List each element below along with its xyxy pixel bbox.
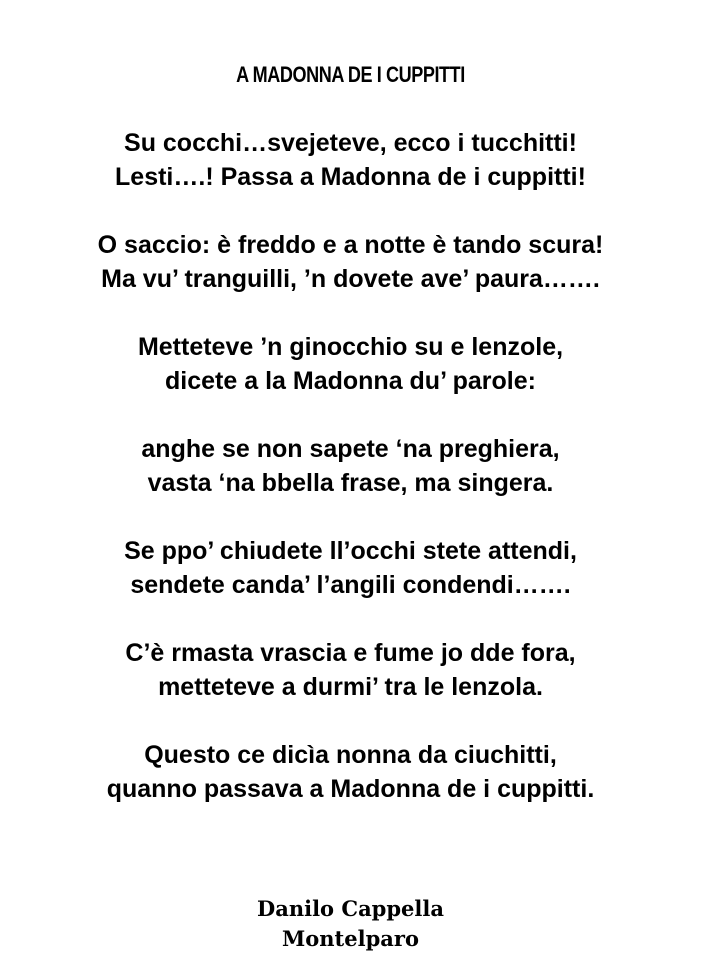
signature xyxy=(0,894,701,954)
poem-title: A MADONNA DE I CUPPITTI xyxy=(236,62,465,87)
poem-line: dicete a la Madonna du’ parole: xyxy=(165,367,536,395)
poem-line: anghe se non sapete ‘na preghiera, xyxy=(141,435,560,463)
poem-line: vasta ‘na bbella frase, ma singera. xyxy=(147,469,554,497)
poem-line: Questo ce dicìa nonna da ciuchitti, xyxy=(144,741,557,769)
stanza-6 xyxy=(0,636,701,704)
author-place: Montelparo xyxy=(282,926,419,951)
author-name: Danilo Cappella xyxy=(257,896,444,921)
poem-body xyxy=(0,126,701,840)
stanza-1 xyxy=(0,126,701,194)
stanza-3 xyxy=(0,330,701,398)
stanza-2 xyxy=(0,228,701,296)
poem-line: Metteteve ’n ginocchio su e lenzole, xyxy=(137,333,564,361)
stanza-4 xyxy=(0,432,701,500)
poem-line: C’è rmasta vrascia e fume jo dde fora, xyxy=(125,639,576,667)
poem-line: Su cocchi…svejeteve, ecco i tucchitti! xyxy=(124,129,577,157)
poem-line: metteteve a durmi’ tra le lenzola. xyxy=(158,673,543,701)
stanza-7 xyxy=(0,738,701,806)
stanza-5 xyxy=(0,534,701,602)
poem-line: Lesti….! Passa a Madonna de i cuppitti! xyxy=(115,163,586,191)
poem-line: quanno passava a Madonna de i cuppitti. xyxy=(106,775,595,803)
poem-line: O saccio: è freddo e a notte è tando scura! xyxy=(97,231,604,259)
poem-line: Ma vu’ tranguilli, ’n dovete ave’ paura……. xyxy=(101,265,600,293)
poem-line: sendete canda’ l’angili condendi……. xyxy=(130,571,571,599)
poem-line: Se ppo’ chiudete ll’occhi stete attendi, xyxy=(124,537,577,565)
